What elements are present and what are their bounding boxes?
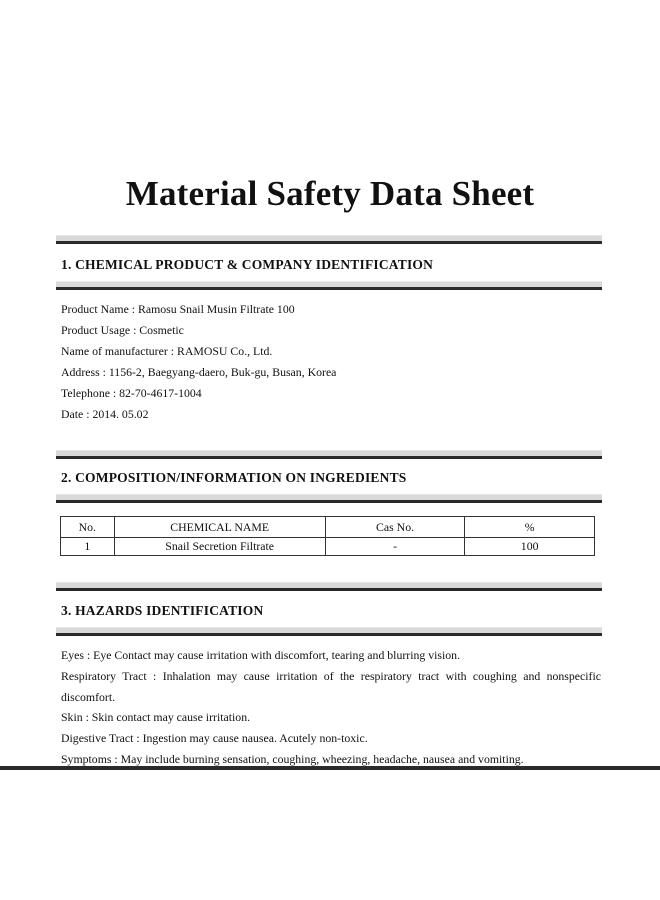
section-1-top-rule (56, 235, 602, 244)
digestive-hazard-line: Digestive Tract : Ingestion may cause nausea. Acutely non-toxic. (61, 731, 368, 746)
product-name-line: Product Name : Ramosu Snail Musin Filtrate 100 (61, 302, 295, 316)
table-row (61, 538, 595, 556)
cell-cas-no: - (325, 538, 465, 556)
section-1-bottom-rule (56, 281, 602, 290)
page-bottom-divider (0, 766, 660, 770)
section-1-heading: 1. CHEMICAL PRODUCT & COMPANY IDENTIFICATION (61, 257, 434, 272)
hazards-list (61, 645, 601, 770)
section-2-top-rule (56, 450, 602, 459)
column-header-no: No. (61, 517, 115, 538)
column-header-percent: % (465, 517, 595, 538)
ingredients-table (60, 516, 595, 556)
respiratory-hazard-line: Respiratory Tract : Inhalation may cause irritation of the respiratory tract with coughing and nonspecific discomfort. (61, 668, 601, 704)
document-title: Material Safety Data Sheet (125, 174, 535, 213)
product-identification-list (61, 299, 601, 425)
section-3-bottom-rule (56, 627, 602, 636)
eyes-hazard-line: Eyes : Eye Contact may cause irritation with discomfort, tearing and blurring vision. (61, 648, 461, 662)
section-3-top-rule (56, 582, 602, 591)
symptoms-hazard-line: Symptoms : May include burning sensation, coughing, wheezing, headache, nausea and vomiting. (61, 751, 524, 766)
column-header-cas-no: Cas No. (325, 517, 465, 538)
column-header-chemical-name: CHEMICAL NAME (114, 517, 325, 538)
skin-hazard-line: Skin : Skin contact may cause irritation. (61, 710, 251, 725)
section-3-heading: 3. HAZARDS IDENTIFICATION (61, 603, 264, 618)
cell-chemical-name: Snail Secretion Filtrate (114, 538, 325, 556)
section-2-bottom-rule (56, 494, 602, 503)
table-header-row (61, 517, 595, 538)
section-2-heading: 2. COMPOSITION/INFORMATION ON INGREDIENTS (61, 470, 407, 485)
product-usage-line: Product Usage : Cosmetic (61, 323, 184, 337)
cell-no: 1 (61, 538, 115, 556)
address-line: Address : 1156-2, Baegyang-daero, Buk-gu, Busan, Korea (61, 365, 337, 379)
date-line: Date : 2014. 05.02 (61, 407, 149, 421)
manufacturer-line: Name of manufacturer : RAMOSU Co., Ltd. (61, 344, 273, 358)
telephone-line: Telephone : 82-70-4617-1004 (61, 386, 202, 400)
cell-percent: 100 (465, 538, 595, 556)
